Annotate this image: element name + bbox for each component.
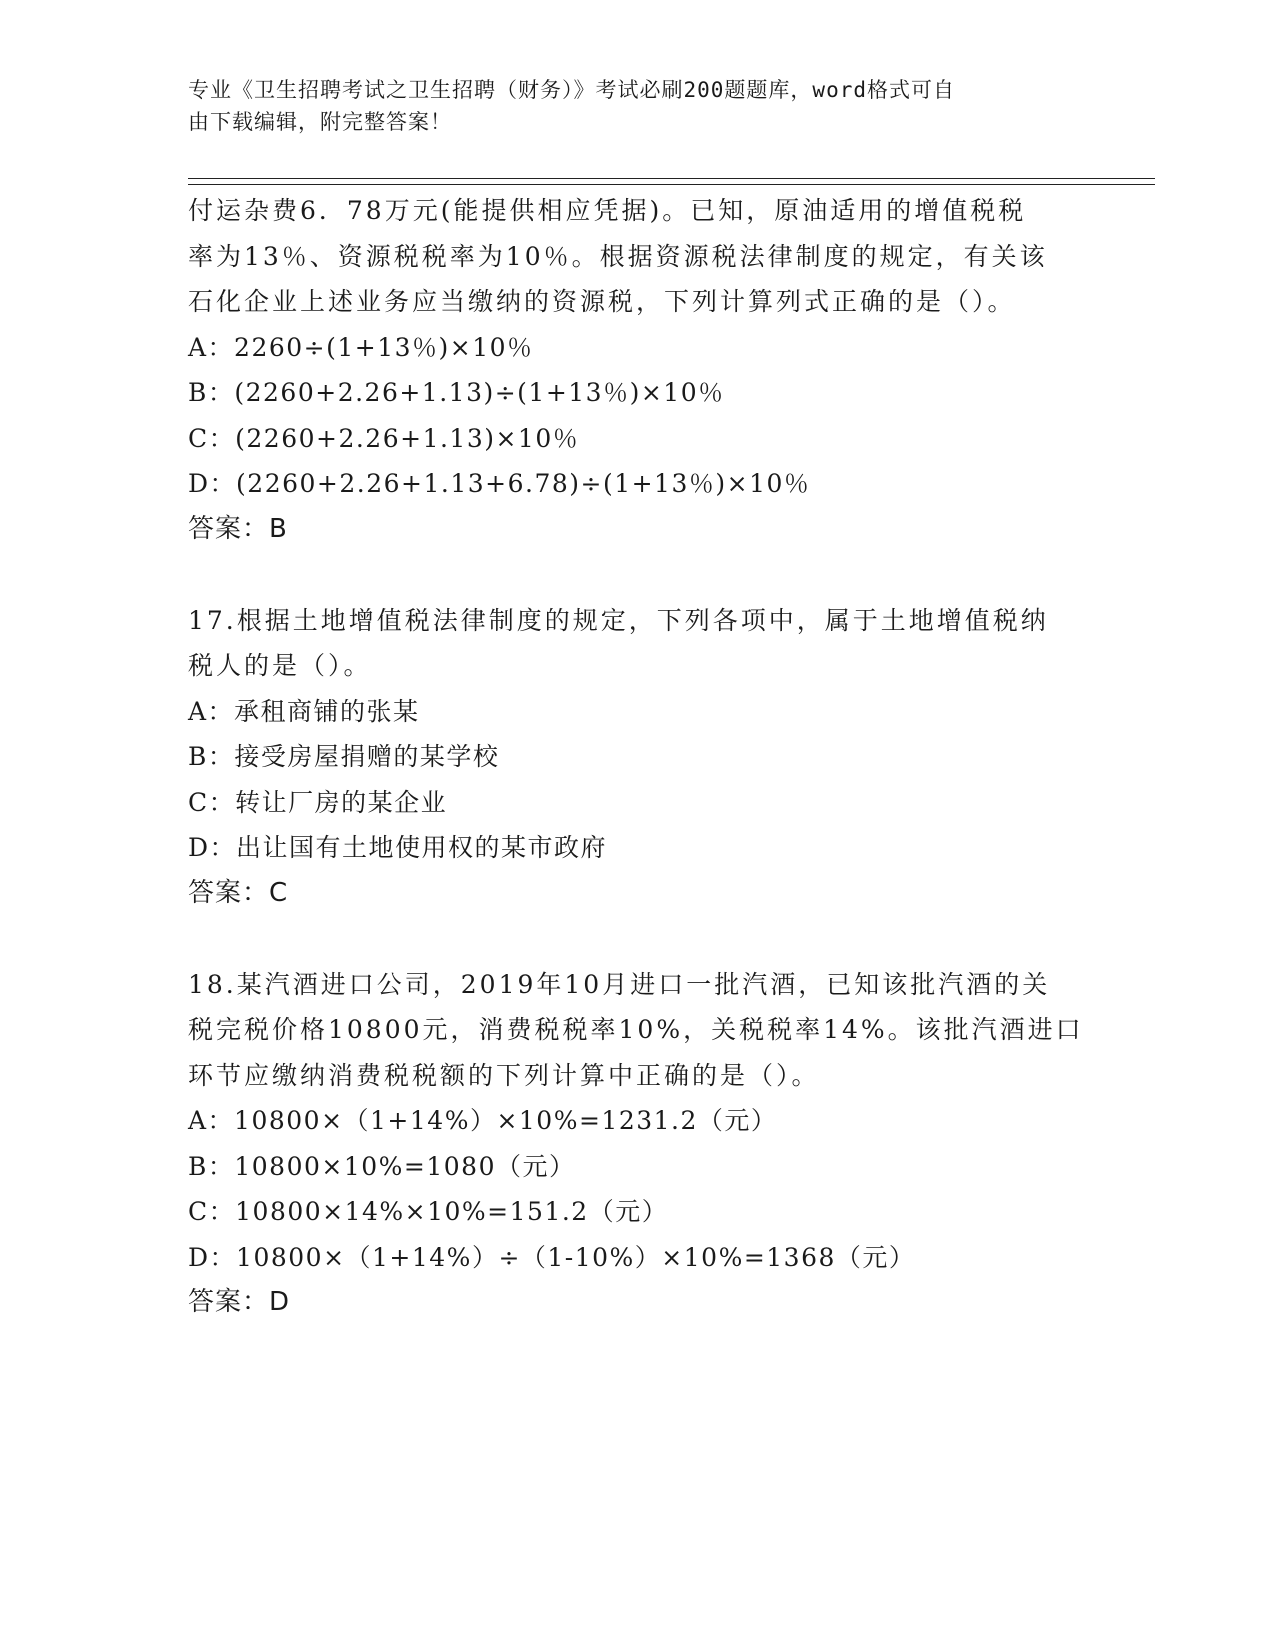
question-18 [188, 962, 1088, 1326]
question-text-line: 环节应缴纳消费税税额的下列计算中正确的是（）。 [188, 1060, 820, 1090]
spacer [188, 552, 1088, 598]
header-divider-bottom [188, 184, 1155, 185]
question-text-line: 18.某汽酒进口公司，2019年10月进口一批汽酒，已知该批汽酒的关 [188, 969, 1051, 999]
answer: 答案：C [188, 877, 289, 908]
option-b: B：10800×10%=1080（元） [188, 1151, 576, 1181]
option-d: D：出让国有土地使用权的某市政府 [188, 833, 608, 862]
option-c: C：10800×14%×10%=151.2（元） [188, 1197, 669, 1226]
question-text-line: 石化企业上述业务应当缴纳的资源税，下列计算列式正确的是（）。 [188, 287, 1016, 316]
header-line-2: 由下载编辑，附完整答案！ [188, 110, 452, 134]
question-list [188, 188, 1088, 1326]
option-c: C：(2260+2.26+1.13)×10％ [188, 423, 580, 453]
option-a: A：2260÷(1+13％)×10％ [188, 332, 534, 362]
question-text-line: 税人的是（）。 [188, 651, 372, 680]
document-header [188, 74, 1068, 138]
question-text-line: 17.根据土地增值税法律制度的规定，下列各项中，属于土地增值税纳 [188, 605, 1049, 635]
option-d: D：10800×（1+14%）÷（1-10%）×10%=1368（元） [188, 1242, 916, 1272]
spacer [188, 916, 1088, 962]
option-d: D：(2260+2.26+1.13+6.78)÷(1+13％)×10％ [188, 469, 811, 498]
option-c: C：转让厂房的某企业 [188, 787, 448, 817]
option-a: A：承租商铺的张某 [188, 696, 420, 726]
question-text-line: 率为13％、资源税税率为10％。根据资源税法律制度的规定，有关该 [188, 241, 1048, 271]
answer: 答案：B [188, 513, 288, 544]
question-17 [188, 598, 1088, 917]
option-a: A：10800×（1+14%）×10%=1231.2（元） [188, 1106, 778, 1135]
question-text-line: 税完税价格10800元，消费税税率10%，关税税率14%。该批汽酒进口 [188, 1015, 1084, 1044]
option-b: B：(2260+2.26+1.13)÷(1+13％)×10％ [188, 378, 725, 407]
question-text-line: 付运杂费6．78万元(能提供相应凭据)。已知，原油适用的增值税税 [188, 196, 1027, 225]
header-divider-top [188, 178, 1155, 179]
header-line-1: 专业《卫生招聘考试之卫生招聘（财务）》考试必刷200题题库，word格式可自 [188, 78, 955, 102]
option-b: B：接受房屋捐赠的某学校 [188, 742, 500, 771]
answer: 答案：D [188, 1287, 291, 1317]
question-16 [188, 188, 1088, 552]
